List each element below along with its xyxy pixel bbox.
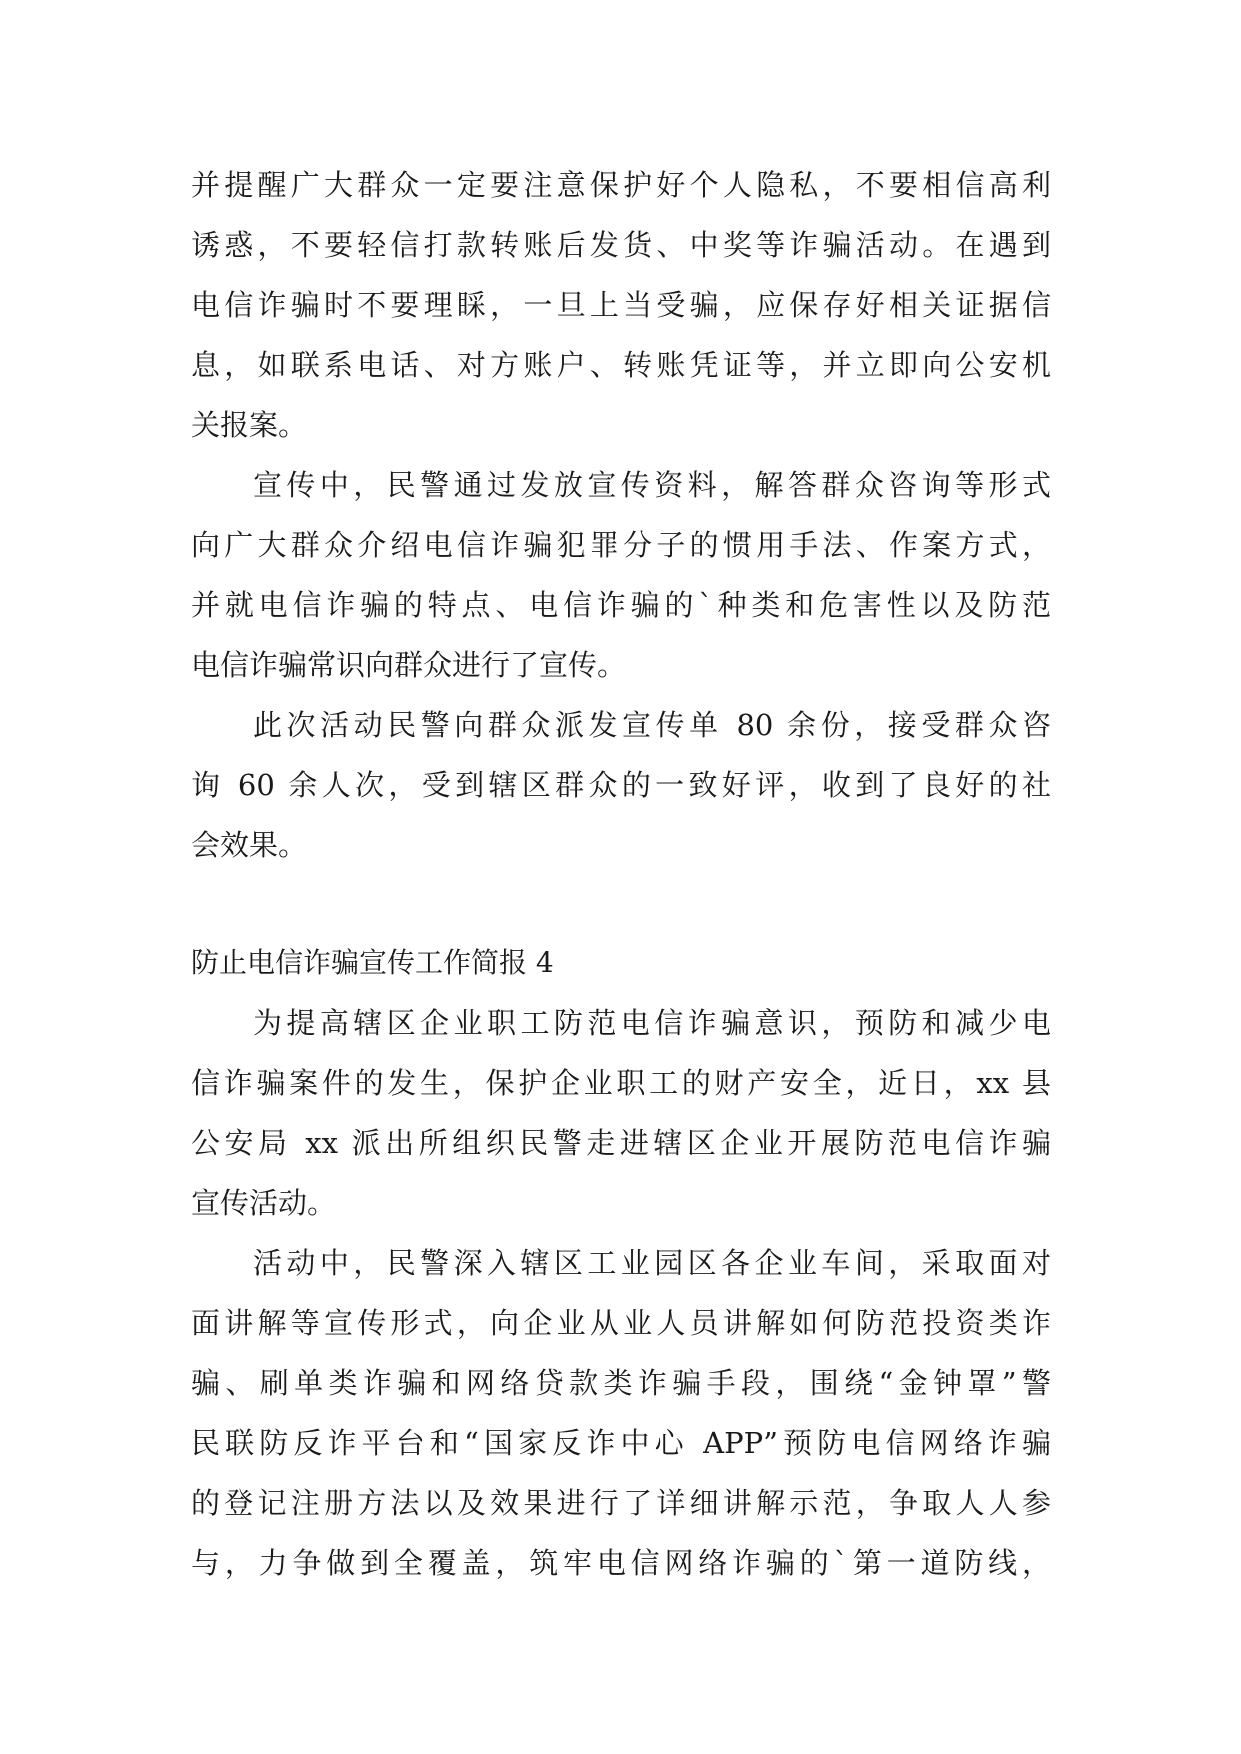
text-line: 电信诈骗常识向群众进行了宣传。 bbox=[191, 648, 627, 682]
paragraph-activity-result bbox=[191, 695, 1051, 875]
section-gap bbox=[191, 875, 1051, 933]
text-line: 信诈骗案件的发生，保护企业职工的财产安全，近日，xx 县 bbox=[191, 1066, 1051, 1100]
text-line: 诱惑，不要轻信打款转账后发货、中奖等诈骗活动。在遇到 bbox=[191, 228, 1051, 262]
document-page bbox=[191, 155, 1051, 1593]
paragraph-privacy-reminder bbox=[191, 155, 1051, 455]
paragraph-enterprise-intro bbox=[191, 993, 1051, 1233]
section-heading: 防止电信诈骗宣传工作简报 4 bbox=[191, 946, 554, 979]
text-line: 电信诈骗时不要理睬，一旦上当受骗，应保存好相关证据信 bbox=[191, 288, 1051, 322]
text-line: 并提醒广大群众一定要注意保护好个人隐私，不要相信高利 bbox=[191, 168, 1051, 202]
text-line: 为提高辖区企业职工防范电信诈骗意识，预防和减少电 bbox=[253, 1006, 1051, 1040]
text-line: 并就电信诈骗的特点、电信诈骗的`种类和危害性以及防范 bbox=[191, 588, 1051, 622]
text-line: 询 60 余人次，受到辖区群众的一致好评，收到了良好的社 bbox=[191, 768, 1051, 802]
text-line: 公安局 xx 派出所组织民警走进辖区企业开展防范电信诈骗 bbox=[191, 1126, 1051, 1160]
text-line: 会效果。 bbox=[191, 828, 308, 862]
paragraph-activity-details bbox=[191, 1233, 1051, 1593]
paragraph-publicity bbox=[191, 455, 1051, 695]
text-line: 活动中，民警深入辖区工业园区各企业车间，采取面对 bbox=[253, 1246, 1051, 1280]
text-line: 的登记注册方法以及效果进行了详细讲解示范，争取人人参 bbox=[191, 1486, 1051, 1520]
text-line: 息，如联系电话、对方账户、转账凭证等，并立即向公安机 bbox=[191, 348, 1051, 382]
text-line: 骗、刷单类诈骗和网络贷款类诈骗手段，围绕“金钟罩”警 bbox=[191, 1366, 1051, 1400]
text-line: 关报案。 bbox=[191, 408, 308, 442]
text-line: 与，力争做到全覆盖，筑牢电信网络诈骗的`第一道防线， bbox=[191, 1546, 1051, 1580]
text-line: 向广大群众介绍电信诈骗犯罪分子的惯用手法、作案方式， bbox=[191, 528, 1051, 562]
text-line: 宣传活动。 bbox=[191, 1186, 337, 1220]
text-line: 此次活动民警向群众派发宣传单 80 余份，接受群众咨 bbox=[253, 708, 1051, 742]
text-line: 民联防反诈平台和“国家反诈中心 APP”预防电信网络诈骗 bbox=[191, 1426, 1051, 1460]
text-line: 面讲解等宣传形式，向企业从业人员讲解如何防范投资类诈 bbox=[191, 1306, 1051, 1340]
text-line: 宣传中，民警通过发放宣传资料，解答群众咨询等形式 bbox=[253, 468, 1051, 502]
